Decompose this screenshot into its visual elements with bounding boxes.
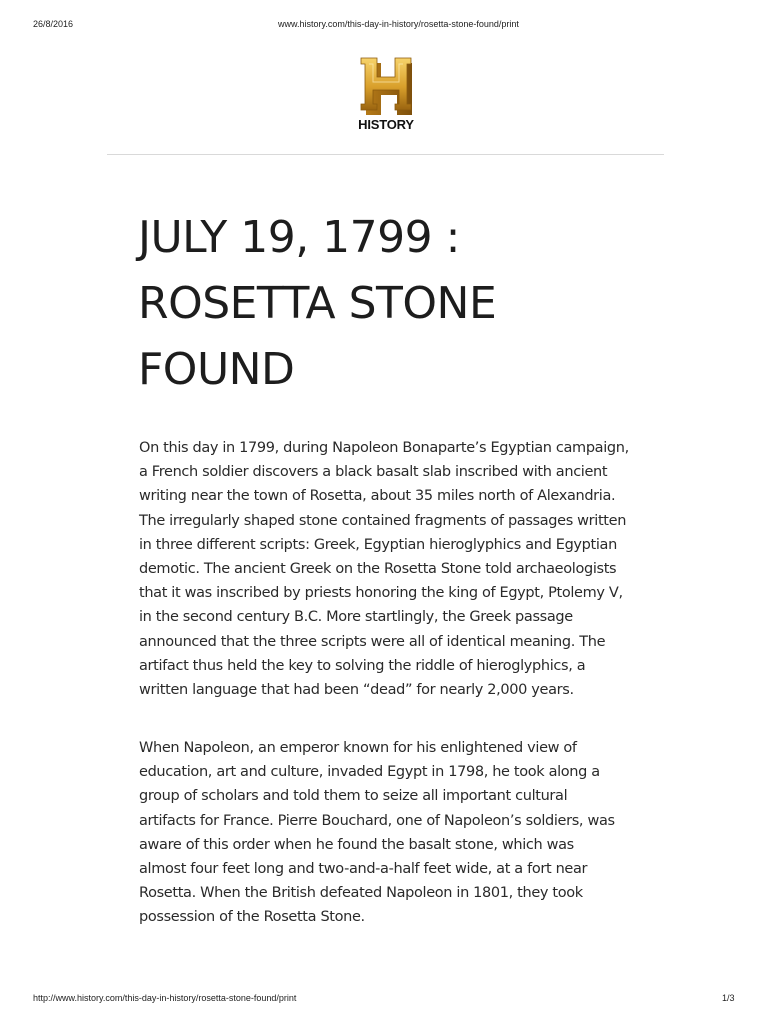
- print-date: 26/8/2016: [33, 19, 74, 29]
- paragraph-line: that it was inscribed by priests honoring the king of Egypt, Ptolemy V,: [139, 585, 623, 602]
- history-h-logo-icon: [349, 54, 423, 116]
- article-paragraph-1: [139, 436, 639, 702]
- paragraph-line: group of scholars and told them to seize all important cultural: [139, 788, 568, 805]
- history-logo[interactable]: [349, 54, 423, 132]
- paragraph-line: On this day in 1799, during Napoleon Bonaparte’s Egyptian campaign,: [139, 440, 629, 456]
- history-wordmark: HISTORY: [358, 117, 414, 132]
- paragraph-line: The irregularly shaped stone contained fragments of passages written: [139, 512, 627, 529]
- title-line: JULY 19, 1799 :: [138, 212, 460, 263]
- paragraph-line: Rosetta. When the British defeated Napoleon in 1801, they took: [139, 885, 583, 902]
- print-footer-url: http://www.history.com/this-day-in-history/rosetta-stone-found/print: [33, 993, 297, 1003]
- paragraph-line: a French soldier discovers a black basalt slab inscribed with ancient: [139, 464, 608, 481]
- paragraph-line: written language that had been “dead” for nearly 2,000 years.: [139, 682, 574, 699]
- print-header-url: www.history.com/this-day-in-history/rosetta-stone-found/print: [278, 19, 519, 29]
- paragraph-line: in three different scripts: Greek, Egyptian hieroglyphics and Egyptian: [139, 536, 617, 553]
- paragraph-line: artifact thus held the key to solving the riddle of hieroglyphics, a: [139, 657, 586, 674]
- paragraph-line: artifacts for France. Pierre Bouchard, one of Napoleon’s soldiers, was: [139, 812, 615, 829]
- paragraph-line: announced that the three scripts were all of identical meaning. The: [139, 633, 606, 650]
- paragraph-line: education, art and culture, invaded Egypt in 1798, he took along a: [139, 764, 600, 781]
- page-number: 1/3: [722, 993, 735, 1003]
- paragraph-line: writing near the town of Rosetta, about 35 miles north of Alexandria.: [139, 488, 616, 505]
- paragraph-line: demotic. The ancient Greek on the Rosetta Stone told archaeologists: [139, 561, 617, 578]
- paragraph-line: aware of this order when he found the basalt stone, which was: [139, 836, 574, 853]
- article-paragraph-2: [139, 736, 639, 930]
- page-title: [138, 205, 658, 403]
- paragraph-line: possession of the Rosetta Stone.: [139, 909, 365, 926]
- paragraph-line: When Napoleon, an emperor known for his enlightened view of: [139, 740, 577, 756]
- paragraph-line: in the second century B.C. More startlingly, the Greek passage: [139, 609, 573, 626]
- header-divider: [107, 154, 664, 155]
- paragraph-line: almost four feet long and two-and-a-half feet wide, at a fort near: [139, 861, 588, 878]
- title-line: ROSETTA STONE: [138, 278, 497, 329]
- title-line: FOUND: [138, 344, 295, 395]
